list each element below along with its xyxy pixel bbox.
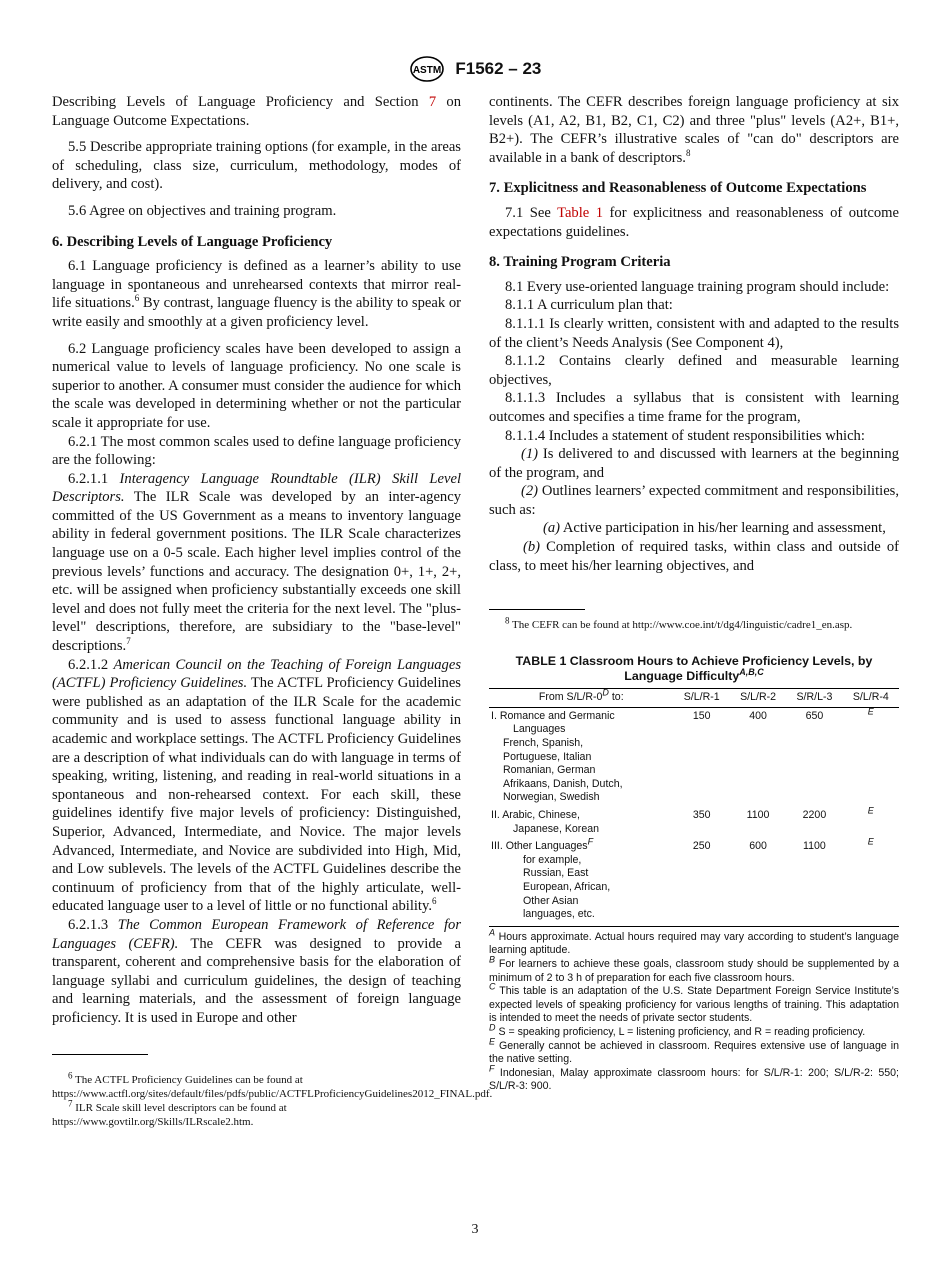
paragraph-8-1: 8.1 Every use-oriented language training program should include: bbox=[505, 278, 890, 295]
paragraph-6-2-1-3: 6.2.1.3 The Common European Framework of Reference for Languages (CEFR). The CEFR was designed to provide a transparent, coherent and comprehensive basis for the elaboration of language syllabi and curriculum guidelines, the design of teaching and learning materials, and the assessment of foreign language proficiency. It is used in Europe and other bbox=[52, 916, 461, 1026]
footnote-rule bbox=[52, 1054, 148, 1055]
cell-value: E bbox=[867, 706, 874, 717]
list-item-b: (b) Completion of required tasks, within class and outside of class, to meet his/her learning objectives, and bbox=[489, 539, 899, 574]
table-row bbox=[489, 838, 899, 926]
table-row bbox=[489, 807, 899, 838]
list-item-a: (a) Active participation in his/her learning and assessment, bbox=[543, 520, 886, 537]
paragraph-8-1-1-3: 8.1.1.3 Includes a syllabus that is consistent with learning outcomes and specifies a time frame for the program, bbox=[489, 390, 899, 425]
table-note-f: $^F$ Indonesian, Malay approximate classroom hours: for S/L/R-1: 200; S/L/R-2: 550; S/L/R-3: 900. bbox=[489, 1063, 899, 1093]
table-row bbox=[489, 707, 899, 807]
cell-value: 600 bbox=[730, 838, 786, 926]
column-header-srl3: S/R/L-3 bbox=[786, 689, 842, 708]
cell-value: 250 bbox=[674, 838, 730, 926]
footnote-8: $^8$ The CEFR can be found at http://www.coe.int/t/dg4/linguistic/cadre1_en.asp. bbox=[505, 615, 853, 632]
footnote-7: $^7$ ILR Scale skill level descriptors can be found at https://www.govtilr.org/Skills/ILRscale2.htm. bbox=[52, 1097, 287, 1128]
cell-value: 2200 bbox=[802, 809, 827, 821]
left-column bbox=[52, 93, 493, 1129]
cell-value: 650 bbox=[805, 709, 824, 722]
table-note-a: $^A$ Hours approximate. Actual hours required may vary according to student’s language learning aptitude. bbox=[489, 927, 899, 957]
paragraph-8-1-1-1: 8.1.1.1 Is clearly written, consistent with and adapted to the results of the client’s Needs Analysis (See Component 4), bbox=[489, 315, 899, 351]
cell-value: 1100 bbox=[786, 838, 842, 926]
cell-value: E bbox=[867, 805, 874, 816]
right-column bbox=[489, 93, 899, 1094]
paragraph-8-1-1-4: 8.1.1.4 Includes a statement of student responsibilities which: bbox=[505, 427, 865, 444]
paragraph-6-2-1-2: 6.2.1.2 American Council on the Teaching of Foreign Languages (ACTFL) Proficiency Guidelines. The ACTFL Proficiency Guidelines were published as an adaptation of the ILR Scale for the academic community and is used to assess functional language ability in academic and workplace settings. The ACTFL Proficiency Guidelines are a description of what individuals can do with language in terms of speaking, writing, listening, and reading in real-world situations in a spontaneous and non-rehearsed context. For each skill, these guidelines identify five major levels of proficiency: Distinguished, Superior, Advanced, Intermediate, and Novice. The major levels Advanced, Intermediate, and Novice are subdivided into High, Mid, and Low sublevels. The levels of the ACTFL Guidelines describe the continuum of proficiency from that of the highly articulate, well-educated language user to a level of little or no functional ability.$^6$ bbox=[52, 656, 462, 915]
column-header-slr1: S/L/R-1 bbox=[674, 689, 730, 708]
section-7-link[interactable]: 7 bbox=[428, 94, 437, 110]
cell-value: 150 bbox=[692, 709, 711, 722]
row-label: III. Other Languages$^F$ for example, Russian, East European, African, Other Asian languages, etc. bbox=[489, 838, 674, 926]
table-header-row bbox=[489, 689, 899, 708]
table-caption: TABLE 1 Classroom Hours to Achieve Proficiency Levels, by Language Difficulty$^{A,B,C}$ bbox=[515, 654, 873, 684]
proficiency-hours-table bbox=[489, 688, 899, 927]
column-header-from: From $S/L/R-0^D$ to: bbox=[489, 689, 674, 708]
page-number: 3 bbox=[471, 1222, 479, 1237]
paragraph-7-1: 7.1 See Table 1 for explicitness and reasonableness of outcome expectations guidelines. bbox=[489, 204, 899, 240]
row-label: I. Romance and Germanic Languages French, Spanish, Portuguese, Italian Romanian, German Afrikaans, Danish, Dutch, Norwegian, Swedish bbox=[491, 709, 623, 804]
row-label: II. Arabic, Chinese, Japanese, Korean bbox=[491, 809, 599, 835]
footnote-6: $^6$ The ACTFL Proficiency Guidelines can be found at https://www.actfl.org/sites/default/files/pdfs/public/ACTFLProficiencyGuidelines2012_FINAL.pdf. bbox=[52, 1069, 493, 1100]
paragraph-6-2-1: 6.2.1 The most common scales used to define language proficiency are the following: bbox=[52, 433, 461, 469]
table-note-e: $^E$ Generally cannot be achieved in classroom. Requires extensive use of language in the native setting. bbox=[489, 1035, 899, 1066]
column-header-slr4: S/L/R-4 bbox=[843, 689, 899, 708]
footnote-ref-6: 6 bbox=[134, 293, 140, 304]
heading-section-7: 7. Explicitness and Reasonableness of Outcome Expectations bbox=[489, 180, 867, 197]
table-note-d: $^D$ S = speaking proficiency, L = listening proficiency, and R = reading proficiency. bbox=[489, 1022, 866, 1038]
list-item-1: (1) Is delivered to and discussed with learners at the beginning of the program, and bbox=[489, 446, 899, 481]
cell-value: 1100 bbox=[746, 809, 770, 821]
cell-value: E bbox=[843, 838, 899, 926]
heading-section-6: 6. Describing Levels of Language Proficiency bbox=[52, 233, 333, 250]
footnote-ref-6b: 6 bbox=[431, 896, 437, 907]
footnote-ref-8: 8 bbox=[685, 147, 691, 158]
document-code: F1562 – 23 bbox=[455, 59, 542, 78]
cell-value: 350 bbox=[692, 809, 711, 821]
cell-value: 400 bbox=[749, 709, 767, 722]
paragraph-6-1: 6.1 Language proficiency is defined as a learner’s ability to use language in spontaneous and unrehearsed contexts that mirror real-life situations.$^6$ By contrast, language fluency is the ability to speak or write easily and smoothly at a given proficiency level. bbox=[52, 258, 461, 330]
astm-logo-icon bbox=[409, 56, 445, 82]
list-item-2: (2) Outlines learners’ expected commitment and responsibilities, such as: bbox=[489, 483, 899, 518]
paragraph-6-2: 6.2 Language proficiency scales have been developed to assign a numerical value to levels of language proficiency. No one scale is superior to another. A consumer must consider the audience for which the scale was developed in determining whether or not the particular scale it appropriate for use. bbox=[52, 340, 461, 431]
paragraph-cefr-continuation: continents. The CEFR describes foreign language proficiency at six levels (A1, A2, B1, B2, C1, C2) and three "plus" levels (A2+, B1+, B2+). The CEFR’s illustrative scales of "can do" descriptors are available in a bank of descriptors.$^8$ bbox=[489, 94, 899, 166]
table-note-b: $^B$ For learners to achieve these goals, classroom study should be supplemented by a minimum of 2 to 3 h of preparation for each five classroom hours. bbox=[489, 954, 899, 984]
logo-text: ASTM bbox=[412, 65, 441, 76]
paragraph-8-1-1-2: 8.1.1.2 Contains clearly defined and measurable learning objectives, bbox=[489, 353, 899, 388]
column-header-slr2: S/L/R-2 bbox=[730, 689, 786, 708]
paragraph-8-1-1: 8.1.1 A curriculum plan that: bbox=[505, 297, 673, 314]
paragraph-continuation: Describing Levels of Language Proficiency and Section 7 on Language Outcome Expectations. bbox=[52, 94, 461, 129]
table-note-c: $^C$ This table is an adaptation of the U.S. State Department Foreign Service Institute’s expected levels of speaking proficiency for various lengths of training. This adaptation is intended to meet the needs of private sector students. bbox=[489, 981, 899, 1025]
table-1-link[interactable]: Table 1 bbox=[557, 204, 604, 221]
paragraph-5-5: 5.5 Describe appropriate training options (for example, in the areas of scheduling, class size, curriculum, methodology, modes of delivery, and cost). bbox=[52, 139, 461, 193]
page-header bbox=[0, 56, 950, 82]
paragraph-5-6: 5.6 Agree on objectives and training program. bbox=[68, 202, 337, 219]
paragraph-6-2-1-1: 6.2.1.1 Interagency Language Roundtable (ILR) Skill Level Descriptors. The ILR Scale was developed by an inter-agency committed of the US Government as a means to inventory language ability in federal government positions. The ILR Scale characterizes language use on a 0-5 scale. Each higher level implies control of the previous levels’ functions and accuracy. The designation 0+, 1+, 2+, etc. will be assigned when proficiency substantially exceeds one skill level and does not fully meet the criteria for the next level. The "plus-level" descriptions, therefore, are subsidiary to the "base-level" descriptions.$^7$ bbox=[52, 470, 461, 655]
footnote-rule-right bbox=[489, 609, 585, 610]
footnote-ref-7: 7 bbox=[126, 636, 131, 647]
heading-section-8: 8. Training Program Criteria bbox=[489, 254, 671, 271]
table-notes bbox=[489, 927, 899, 1094]
